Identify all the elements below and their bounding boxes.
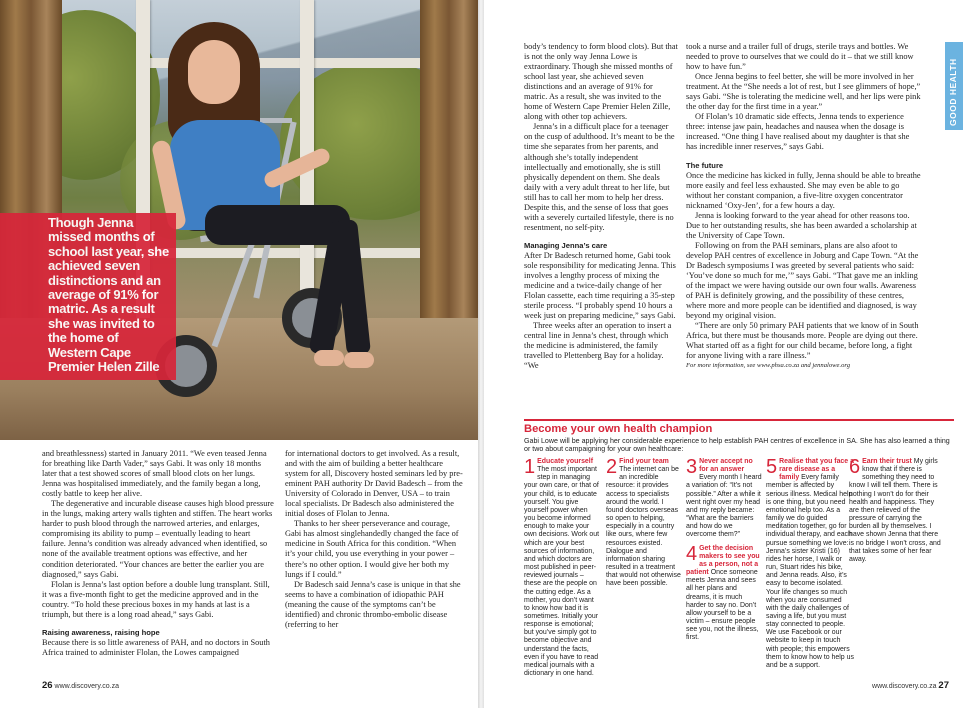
tips-column-1 [524, 458, 600, 678]
tip-number: 1 [524, 456, 536, 478]
body-paragraph: Jenna is looking forward to the year ahead for other reasons too. Due to her outstanding results, she has been awarded a scholarship at the University of Cape Town. [686, 210, 917, 240]
tips-column-5 [849, 458, 941, 564]
photo-foot [344, 352, 374, 368]
right-column-1 [524, 42, 678, 372]
page-gutter [478, 0, 484, 708]
body-paragraph: The degenerative and incurable disease causes high blood pressure in the lungs, making artery walls tighten and stiffen. The heart works harder to push blood through the narrowed arteries, and enlarges, compromising its ability to pump – eventually leading to heart failure. Jenna’s condition was already advanced when identified, so none of the available treatment options was effective, and her condition deteriorated. “Your chances are better the earlier you are diagnosed,” says Gabi. [42, 499, 274, 579]
section-tab [945, 42, 963, 130]
tip-heading: Realise that you face a rare disease as a family [779, 458, 854, 482]
tip-item [686, 458, 762, 540]
tips-column-4 [766, 458, 854, 670]
tip-text: The most important step in managing your own care, or that of your child, is to educate yourself. You give yourself power when you become informed enough to make your own decisions. Work out which are your best sources of information, and which doctors are most published in peer-reviewed journals – these are the people on the cutting edge. As a mother, you don’t want to know how bad it is sometimes. Initially your response is emotional; but you’ve simply got to become objective and understand the facts, even if you have to read medical journals with a dictionary in one hand. [524, 466, 600, 678]
body-paragraph: Flolan is Jenna’s last option before a double lung transplant. Still, it was a five-month fight to get the medicine approved and in the country. “To hold these precious boxes in my hands at last is a triumph, but there is a long road ahead,” says Gabi. [42, 579, 270, 619]
section-heading: Raising awareness, raising hope [42, 627, 160, 637]
tip-number: 6 [849, 456, 861, 478]
body-paragraph: and breathlessness) started in January 2011. “We even teased Jenna for breathing like Darth Vader,” says Gabi. It was only 18 months later that a test showed scores of small blood clots on her lungs. Jenna was hospitalised immediately, and the family began a long, costly battle to keep her alive. [42, 449, 267, 499]
page-number: 26 [42, 680, 53, 691]
info-credit: For more information, see www.phsa.co.za and jennalowe.org [686, 362, 851, 370]
section-tab-label: GOOD HEALTH [948, 58, 958, 126]
tip-item [849, 458, 941, 564]
tip-text: Once someone meets Jenna and sees all her plans and dreams, it is much harder to say no. Don’t allow yourself to be a victim – ensure people see you, not the illness, first. [686, 569, 759, 642]
photo-face [188, 40, 240, 104]
tip-item [524, 458, 600, 678]
body-paragraph: Dr Badesch said Jenna’s case is unique in that she seems to have a combination of idiopathic PAH (meaning the cause of the symptoms can’t be identified) and chronic thrombo-embolic disease (referring to her [285, 579, 461, 629]
tip-number: 4 [686, 542, 698, 565]
folio-left [42, 680, 119, 691]
tip-item [686, 542, 762, 643]
tip-heading: Find your team [619, 458, 669, 465]
body-paragraph: “There are only 50 primary PAH patients that we know of in South Africa, but there must be thousands more. People are dying out there. What started off as a fight for our child became, before long, a fight for anyone living with a rare illness.” [686, 321, 919, 361]
tip-heading: Get the decision makers to see you as a person, not a patient [686, 544, 760, 577]
tip-heading: Earn their trust [862, 458, 912, 465]
body-paragraph: body’s tendency to form blood clots). But that is not the only way Jenna Lowe is extraordinary. Though she missed months of school last year, she achieved seven distinctions and an average of 91% for matric. As a result, she was invited to the home of Western Cape Premier Helen Zille, along with other top achievers. [524, 42, 678, 122]
body-paragraph: After Dr Badesch returned home, Gabi took sole responsibility for medicating Jenna. This involves a lengthy process of mixing the medicine and a twice-daily change of her Flolan cassette, each time requiring a 35-step sterile process. “I probably spend 10 hours a week just on preparing medicine,” says Gabi. [524, 250, 676, 321]
tip-heading: Educate yourself [537, 458, 594, 465]
tip-number: 5 [766, 456, 778, 478]
photo-window-frame [140, 248, 440, 258]
body-paragraph: Once Jenna begins to feel better, she will be more involved in her treatment. At the “She needs a lot of rest, but I see glimmers of hope,” says Gabi. “She is tolerating the medicine well, and her lips were pink the other day for the first time in a year.” [686, 72, 921, 112]
tip-text: My girls know that if there is something they need to know I will tell them. There is nothing I won’t do for their health and happiness. They are then relieved of the pressure of carrying the burden all by themselves. I have shown Jenna that there is no bridge I won’t cross, and that takes some of her fear away. [849, 458, 941, 563]
section-heading: The future [686, 160, 724, 170]
pull-quote: Though Jenna missed months of school last year, she achieved seven distinctions and an average of 91% for matric. As a result she was invited to the home of Western Cape Premier Helen Zille [0, 213, 176, 380]
tips-column-3 [686, 458, 762, 642]
left-column-2 [285, 449, 465, 630]
tip-number: 3 [686, 456, 698, 478]
left-column-1 [42, 449, 276, 658]
tip-heading: Never accept no for an answer [699, 458, 753, 474]
champion-divider [524, 419, 954, 421]
tip-text: Every month I heard a variation of: “It’s not possible.” After a while it went right over my head and my reply became: “What are the barriers and how do we overcome them?” [686, 474, 762, 539]
photo-caption: Jenna uses a mobility scooter named Chase to get around [835, 421, 951, 436]
body-paragraph: Three weeks after an operation to insert a central line in Jenna’s chest, through which the medicine is administered, the family travelled to Plettenberg Bay for a holiday. “We [524, 321, 672, 371]
folio-url: www.discovery.co.za [54, 683, 119, 690]
body-paragraph: Thanks to her sheer perseverance and courage, Gabi has almost singlehandedly changed the face of medicine in South Africa for this condition. “When it’s your child, you use everything in your power – there’s no other option. I would give her both my lungs if I could.” [285, 519, 459, 579]
body-paragraph: Of Flolan’s 10 dramatic side effects, Jenna tends to experience three: intense jaw pain, headaches and nausea when the dosage is increased. “One thing I have realised about my daughter is that she has incredible inner reserves,” says Gabi. [686, 112, 910, 152]
body-paragraph: Jenna’s in a difficult place for a teenager on the cusp of adulthood. It’s meant to be the time she separates from her parents, and although she’s totally independent intellectually and emotionally, she is still physically dependent on them. She deals daily with a very adult threat to her life, but still has to call her mom to help her dress. Despite this, and the sense of loss that goes with a severely curtailed lifestyle, there is no resentment, no self-pity. [524, 122, 675, 232]
tip-item [606, 458, 682, 589]
page-number: 27 [938, 680, 949, 691]
champion-intro: Gabi Lowe will be applying her considerable experience to help establish PAH centres of excellence in SA. She has also learned a thing or two about campaigning for your own healthcare: [524, 437, 950, 454]
folio-right [872, 680, 949, 691]
folio-url: www.discovery.co.za [872, 683, 937, 690]
body-paragraph: for international doctors to get involved. As a result, and with the aim of building a better healthcare system for all, Discovery hosted seminars led by pre-eminent PAH authority Dr David Badesch – from the University of Colorado in Denver, USA – to train local specialists. Dr Badesch also administered the initial doses of Flolan to Jenna. [285, 449, 463, 519]
body-paragraph: Because there is so little awareness of PAH, and no doctors in South Africa trained to administer Flolan, the Lowes campaigned [42, 637, 270, 657]
section-heading: Managing Jenna’s care [524, 240, 608, 250]
tips-column-2 [606, 458, 682, 589]
body-paragraph: took a nurse and a trailer full of drugs, sterile trays and bottles. We needed to prove to ourselves that we could do it – that we still know how to have fun.” [686, 42, 914, 72]
body-paragraph: Following on from the PAH seminars, plans are also afoot to develop PAH centres of excellence in Joburg and Cape Town. “At the Dr Badesch symposiums I was greeted by several patients who said: ‘You’ve done so much for me,’” says Gabi. “That gave me an inkling of the impact we were having outside our own four walls. Awareness of PAH is definitely growing, and the possibility of these centres, where more and more people can be identified and diagnosed, is way beyond my original vision. [686, 240, 919, 321]
champion-title: Become your own health champion [524, 423, 713, 435]
body-paragraph: Once the medicine has kicked in fully, Jenna should be able to breathe more easily and feel less exhausted. She may even be able to go without her constant companion, a five-litre oxygen concentrator nicknamed ‘Oxy-Jen’, for a few hours a day. [686, 170, 921, 210]
tip-item [766, 458, 854, 670]
right-column-2 [686, 42, 922, 372]
photo-foot [314, 350, 344, 366]
tip-number: 2 [606, 456, 618, 478]
tip-text: Every family member is affected by serious illness. Medical help is one thing, but you need emotional help too. As a family we do guided meditation together, go for individual therapy, and each pursue something we love: Jenna’s sister Kristi (16) rides her horse, I walk or run, Stuart rides his bike, and Jenna reads. Also, it’s easy to become isolated. Your life changes so much when you are consumed with the daily challenges of saving a life, but you must stay connected to people. We use Facebook or our website to keep in touch with people; this empowers them to know how to help us and be a support. [766, 474, 854, 669]
tip-text: The internet can be an incredible resource: it provides access to specialists around the world. I found doctors overseas so open to helping, especially in a country like ours, where few resources existed. Dialogue and information sharing resulted in a treatment that would not otherwise have been possible. [606, 466, 681, 588]
